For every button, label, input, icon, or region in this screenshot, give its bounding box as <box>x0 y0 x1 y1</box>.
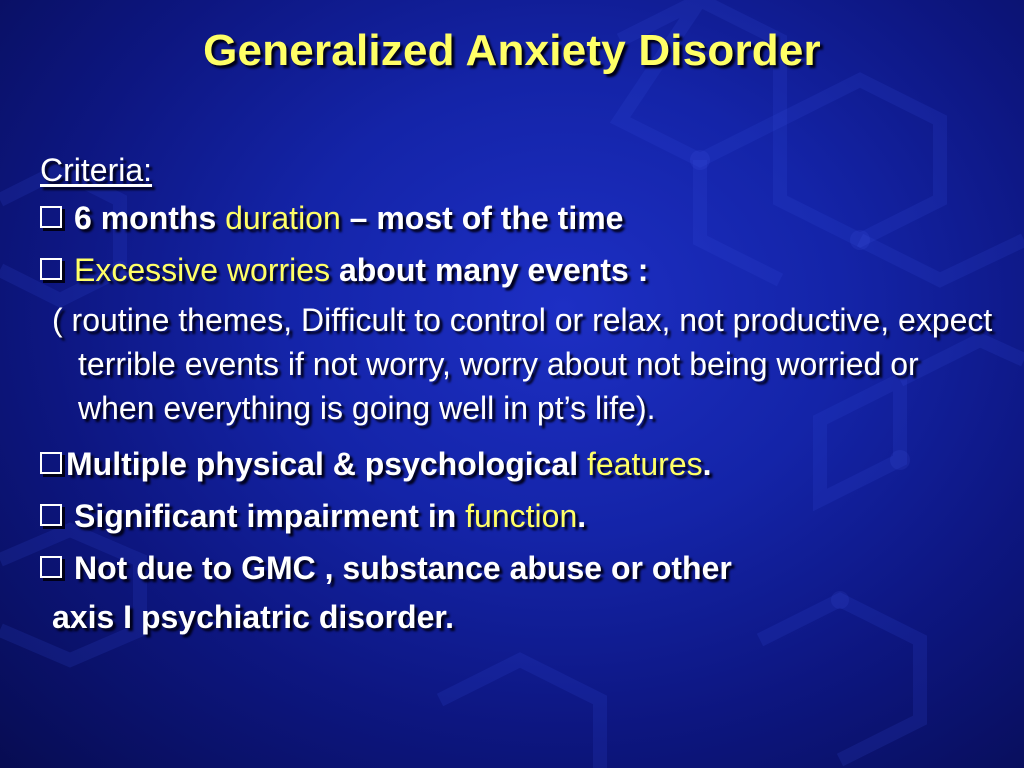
worries-detail: ( routine themes, Difficult to control or relax, not productive, expect terrible events if not worry, worry about not being worried or when everything is going well in pt’s life). <box>52 302 993 426</box>
criterion-duration: 6 months duration – most of the time <box>40 192 1000 244</box>
highlight-duration: duration <box>225 200 341 236</box>
checkbox-square-icon <box>40 206 62 228</box>
criterion-not-due-to-gmc: Not due to GMC , substance abuse or other <box>40 542 1000 594</box>
criterion-not-due-to-gmc-continuation: axis I psychiatric disorder. <box>52 599 454 635</box>
slide-title: Generalized Anxiety Disorder <box>203 26 821 75</box>
criterion-excessive-worries: Excessive worries about many events : <box>40 244 1000 296</box>
criteria-label: Criteria: <box>40 152 153 188</box>
criterion-features: Multiple physical & psychological features. <box>40 438 1000 490</box>
checkbox-square-icon <box>40 452 62 474</box>
highlight-function: function <box>465 498 578 534</box>
checkbox-square-icon <box>40 258 62 280</box>
highlight-excessive-worries: Excessive worries <box>74 252 331 288</box>
highlight-features: features <box>587 446 703 482</box>
criterion-impairment: Significant impairment in function. <box>40 490 1000 542</box>
slide-content <box>40 148 1000 640</box>
checkbox-square-icon <box>40 556 62 578</box>
checkbox-square-icon <box>40 504 62 526</box>
